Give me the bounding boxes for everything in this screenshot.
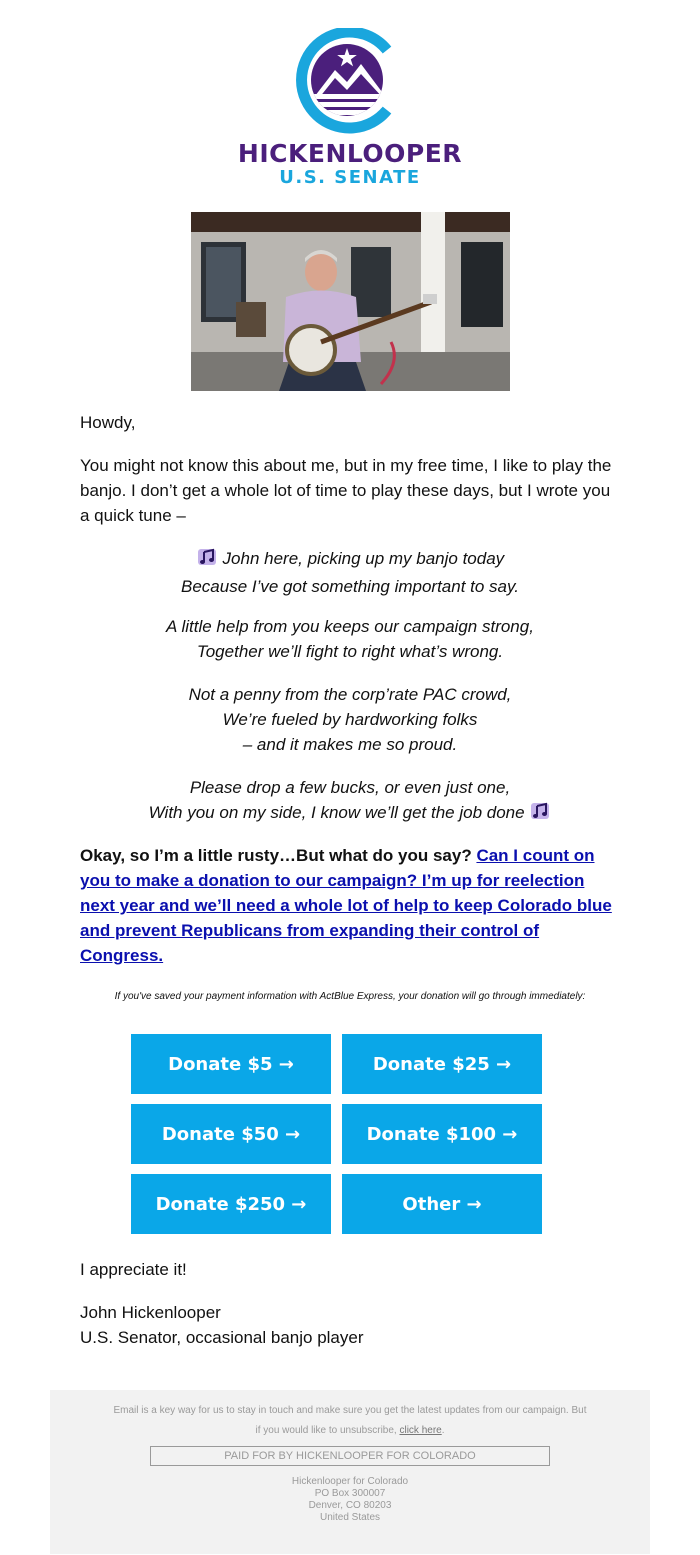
footer-period: . [441,1425,445,1436]
email-footer [50,1390,650,1554]
poem-stanza-4 [80,775,620,828]
donate-100-button[interactable]: Donate $100 → [342,1104,542,1164]
donate-50-button[interactable]: Donate $50 → [131,1104,331,1164]
paid-for-disclaimer: PAID FOR BY HICKENLOOPER FOR COLORADO [150,1446,550,1466]
poem-line: Not a penny from the corp’rate PAC crowd, [188,685,512,704]
address-po: PO Box 300007 [314,1488,386,1499]
poem-line: We’re fueled by hardworking folks [222,710,478,729]
campaign-emblem-icon [295,28,405,138]
campaign-logo [0,28,700,188]
signature-name: John Hickenlooper [80,1303,221,1322]
donation-ask [80,843,620,968]
poem-line: John here, picking up my banjo today [222,549,505,568]
music-note-icon [529,801,551,828]
footer-message [110,1401,590,1441]
greeting [80,410,620,435]
ask-lead: Okay, so I’m a little rusty…But what do you say? [80,846,472,865]
poem-stanza-3 [80,682,620,757]
donate-250-button[interactable]: Donate $250 → [131,1174,331,1234]
poem-line: A little help from you keeps our campaign strong, [166,617,534,636]
donate-5-button[interactable]: Donate $5 → [131,1034,331,1094]
actblue-express-note: If you've saved your payment information with ActBlue Express, your donation will go through immediately: [114,991,586,1002]
thanks [80,1257,620,1282]
footer-message-text: Email is a key way for us to stay in touch and make sure you get the latest updates from our campaign. But if you would like to unsubscribe, [113,1405,587,1436]
poem-stanza-1 [80,546,620,599]
logo-subtitle: U.S. SENATE [279,167,421,188]
intro-paragraph [80,453,620,528]
poem-line: Together we’ll fight to right what’s wrong. [196,642,504,661]
address-org: Hickenlooper for Colorado [291,1476,409,1487]
poem-line: Please drop a few bucks, or even just one, [189,778,511,797]
thanks-text: I appreciate it! [80,1260,187,1279]
music-note-icon [196,547,218,574]
unsubscribe-link[interactable]: click here [399,1425,442,1436]
poem-line: Because I’ve got something important to say. [181,577,519,596]
signature [80,1300,620,1350]
mailing-address [50,1476,650,1524]
poem-stanza-2 [80,614,620,664]
donate-25-button[interactable]: Donate $25 → [342,1034,542,1094]
address-city: Denver, CO 80203 [308,1500,392,1511]
greeting-text: Howdy, [80,413,136,432]
poem-line: With you on my side, I know we’ll get the job done [148,803,525,822]
address-country: United States [319,1512,381,1523]
poem-line: – and it makes me so proud. [242,735,458,754]
intro-text: You might not know this about me, but in my free time, I like to play the banjo. I don’t get a whole lot of time to play these days, but I wrote you a quick tune – [80,456,612,525]
signature-title: U.S. Senator, occasional banjo player [80,1328,364,1347]
logo-name: HICKENLOOPER [237,139,463,168]
banjo-photo [191,212,510,391]
donation-ask-link[interactable]: Can I count on you to make a donation to our campaign? I’m up for reelection next year and we’ll need a whole lot of help to keep Colorado blue and prevent Republicans from expanding their control of Congress. [80,846,612,965]
donate-other-button[interactable]: Other → [342,1174,542,1234]
banjo-photo-image [191,212,510,391]
